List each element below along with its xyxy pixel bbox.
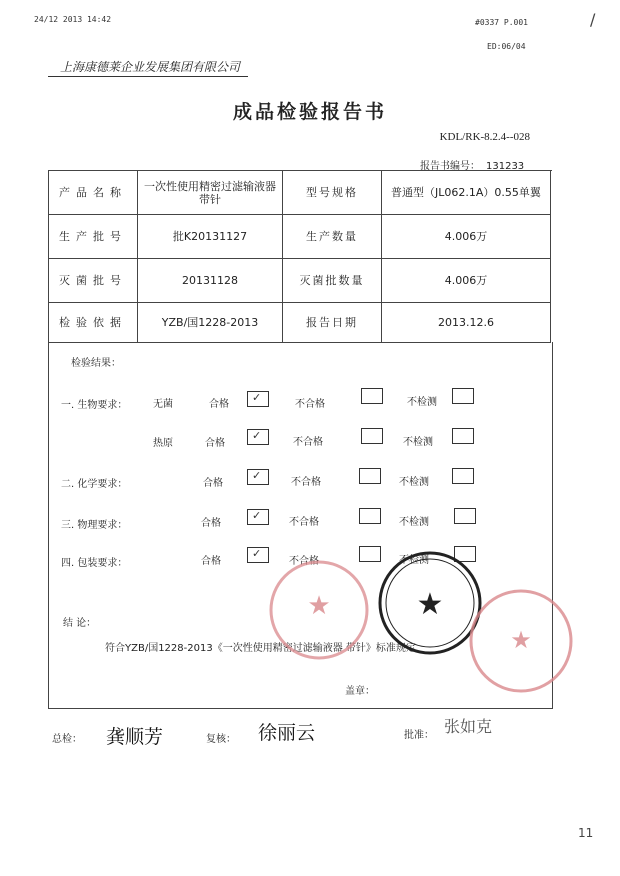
fax-ed-code: ED:06/04: [487, 42, 526, 51]
conclusion-label: 结 论：: [63, 618, 97, 629]
product-info-table: [48, 170, 551, 343]
table-cell-value: 普通型（JL062.1A）0.55单翼: [382, 171, 551, 215]
results-heading: 检验结果：: [71, 358, 121, 369]
pass-checkbox[interactable]: [247, 391, 269, 407]
corner-mark: /: [590, 10, 596, 29]
seal-stamp-right: [466, 586, 576, 696]
table-cell-label: 检验依据: [49, 303, 138, 343]
pass-label: 合格: [205, 438, 225, 449]
fail-checkbox[interactable]: [359, 508, 381, 524]
report-number-label: 报告书编号：: [420, 161, 480, 172]
svg-text:★: ★: [510, 626, 532, 654]
reviewer-label: 复核：: [206, 734, 236, 745]
company-name: 上海康德莱企业发展集团有限公司: [60, 60, 241, 74]
pass-checkbox[interactable]: [247, 509, 269, 525]
document-number: KDL/RK-8.2.4--028: [439, 131, 530, 143]
checkmark-icon: ✓: [252, 391, 262, 404]
untested-checkbox[interactable]: [454, 508, 476, 524]
checkmark-icon: ✓: [252, 429, 262, 442]
checkmark-icon: ✓: [252, 469, 262, 482]
fail-label: 不合格: [289, 517, 319, 528]
table-cell-value: 批K20131127: [138, 215, 283, 259]
group-label: 三. 物理要求：: [61, 520, 128, 531]
table-cell-label: 报告日期: [283, 303, 382, 343]
svg-text:★: ★: [416, 587, 444, 622]
pass-checkbox[interactable]: [247, 469, 269, 485]
untested-label: 不检测: [399, 517, 429, 528]
table-cell-value: 4.006万: [382, 215, 551, 259]
seal-label: 盖章：: [345, 686, 375, 697]
table-cell-label: 灭菌批数量: [283, 259, 382, 303]
fail-checkbox[interactable]: [361, 388, 383, 404]
company-underline: [48, 76, 248, 77]
untested-label: 不检测: [407, 397, 437, 408]
report-number-value: 131233: [486, 161, 525, 172]
untested-label: 不检测: [403, 437, 433, 448]
pass-label: 合格: [201, 556, 221, 567]
untested-checkbox[interactable]: [452, 428, 474, 444]
fax-header-right: #0337 P.001: [475, 18, 528, 27]
fail-label: 不合格: [293, 437, 323, 448]
fail-checkbox[interactable]: [361, 428, 383, 444]
untested-checkbox[interactable]: [452, 468, 474, 484]
fail-checkbox[interactable]: [359, 468, 381, 484]
pass-label: 合格: [203, 478, 223, 489]
chief-inspector-label: 总检：: [52, 734, 82, 745]
document-title: 成品检验报告书: [232, 101, 387, 123]
group-label: 二. 化学要求：: [61, 479, 128, 490]
table-cell-value: 4.006万: [382, 259, 551, 303]
table-cell-label: 灭菌批号: [49, 259, 138, 303]
table-cell-value: YZB/国1228-2013: [138, 303, 283, 343]
untested-checkbox[interactable]: [452, 388, 474, 404]
checkmark-icon: ✓: [252, 509, 262, 522]
table-row: [49, 303, 551, 343]
table-row: [49, 215, 551, 259]
table-cell-label: 产品名称: [49, 171, 138, 215]
fail-label: 不合格: [295, 399, 325, 410]
table-cell-value: 一次性使用精密过滤输液器带针: [138, 171, 283, 215]
fax-header-left: 24/12 2013 14:42: [34, 15, 112, 24]
table-cell-label: 型号规格: [283, 171, 382, 215]
checkmark-icon: ✓: [252, 547, 262, 560]
group-label: 四. 包装要求：: [61, 558, 128, 569]
chief-inspector-signature: 龚顺芳: [106, 726, 164, 748]
table-row: [49, 171, 551, 215]
reviewer-signature: 徐丽云: [258, 722, 316, 744]
svg-text:★: ★: [307, 591, 331, 621]
seal-stamp-left: [265, 556, 373, 664]
pass-label: 合格: [201, 518, 221, 529]
pass-checkbox[interactable]: [247, 429, 269, 445]
approver-label: 批准：: [404, 730, 434, 741]
footer-mark: 11: [578, 826, 594, 840]
approver-signature: 张如克: [444, 717, 493, 736]
table-cell-label: 生产数量: [283, 215, 382, 259]
untested-label: 不检测: [399, 555, 429, 566]
table-row: [49, 259, 551, 303]
group-sublabel: 热原: [153, 438, 173, 449]
group-sublabel: 无菌: [153, 399, 173, 410]
pass-label: 合格: [209, 399, 229, 410]
fail-label: 不合格: [289, 556, 319, 567]
group-label: 一. 生物要求：: [61, 400, 128, 411]
conclusion-text: 符合YZB/国1228-2013《一次性使用精密过滤输液器 带针》标准规定: [105, 643, 416, 654]
fail-label: 不合格: [291, 477, 321, 488]
table-cell-label: 生产批号: [49, 215, 138, 259]
table-cell-value: 2013.12.6: [382, 303, 551, 343]
untested-label: 不检测: [399, 477, 429, 488]
table-cell-value: 20131128: [138, 259, 283, 303]
